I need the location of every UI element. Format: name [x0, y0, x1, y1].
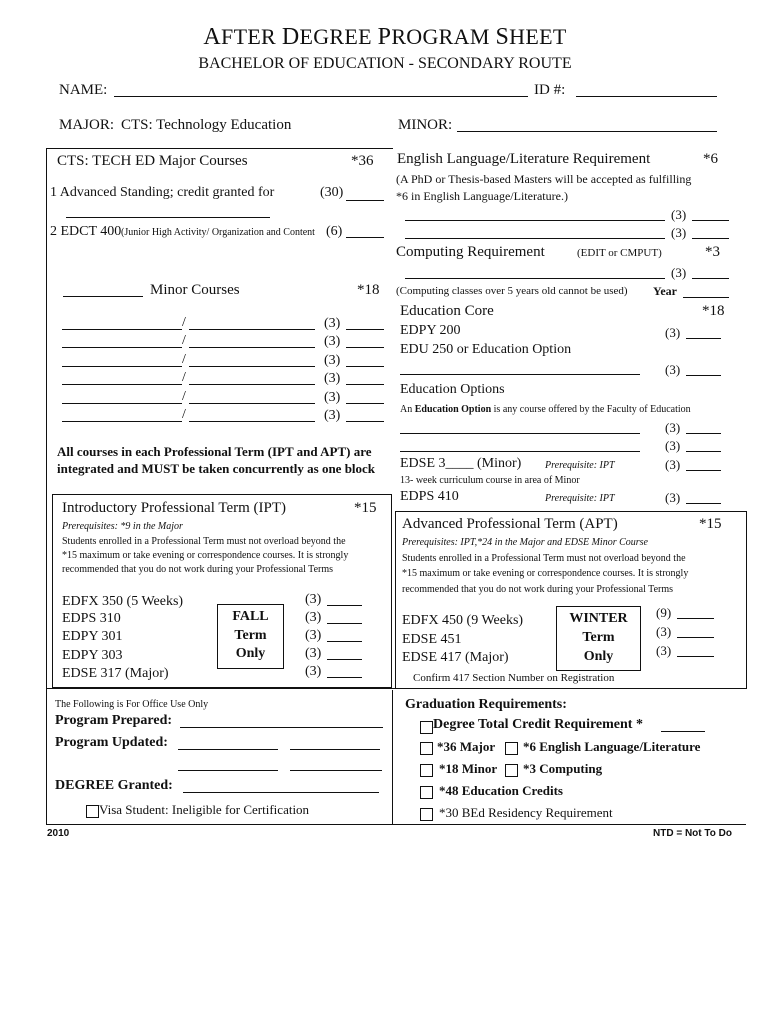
- grad-heading: Graduation Requirements:: [405, 697, 567, 712]
- prof-note-line2: integrated and MUST be taken concurrently as one block: [57, 461, 376, 476]
- minor-row-course[interactable]: [62, 421, 182, 422]
- major-row2-grade[interactable]: [346, 237, 384, 238]
- minor-row-grade[interactable]: [346, 421, 384, 422]
- page-subtitle: BACHELOR OF EDUCATION - SECONDARY ROUTE: [198, 55, 572, 72]
- edse-credits: (3): [665, 457, 681, 472]
- minor-row-course[interactable]: [62, 329, 182, 330]
- computing-year-field[interactable]: [683, 297, 729, 298]
- ipt-note-3: recommended that you do not work during your Professional Terms: [62, 564, 334, 575]
- grad-minor-checkbox[interactable]: [420, 764, 433, 777]
- footer-ntd: NTD = Not To Do: [653, 828, 732, 839]
- options-heading: Education Options: [400, 382, 505, 397]
- apt-course: EDFX 450 (9 Weeks): [402, 613, 524, 628]
- core-course-2: EDU 250 or Education Option: [400, 342, 572, 357]
- minor-row-credits: (3): [324, 408, 341, 423]
- edps-credits: (3): [665, 490, 681, 505]
- grad-major-checkbox[interactable]: [420, 742, 433, 755]
- apt-term-1: WINTER: [569, 611, 628, 626]
- office-updated-field-2[interactable]: [290, 749, 380, 750]
- apt-term-2: Term: [582, 630, 615, 645]
- apt-course-credits: (3): [656, 643, 672, 658]
- office-heading: The Following is For Office Use Only: [55, 699, 209, 710]
- core-grade-1[interactable]: [686, 338, 721, 339]
- option-course-2[interactable]: [400, 451, 640, 452]
- office-prepared-label: Program Prepared:: [55, 713, 173, 728]
- grad-english-label: *6 English Language/Literature: [523, 739, 701, 754]
- major-row1-credits: (30): [320, 185, 344, 200]
- ipt-prereq: Prerequisites: *9 in the Major: [62, 521, 183, 532]
- grad-computing-checkbox[interactable]: [505, 764, 518, 777]
- major-row2-credits: (6): [326, 224, 343, 239]
- ipt-grade[interactable]: [327, 623, 362, 624]
- apt-course: EDSE 417 (Major): [402, 650, 509, 665]
- ipt-grade[interactable]: [327, 677, 362, 678]
- minor-row-grade[interactable]: [346, 347, 384, 348]
- office-left-border: [46, 688, 47, 825]
- apt-note-2: *15 maximum or take evening or correspondence courses. It is strongly: [402, 568, 689, 579]
- grad-residency-checkbox[interactable]: [420, 808, 433, 821]
- option-course-1[interactable]: [400, 433, 640, 434]
- apt-confirm: Confirm 417 Section Number on Registration: [413, 672, 615, 684]
- major-row2-note: (Junior High Activity/ Organization and Content: [121, 227, 315, 238]
- ipt-course: EDPS 310: [62, 611, 121, 626]
- ipt-course-credits: (3): [305, 610, 322, 625]
- minor-row-course[interactable]: [62, 403, 182, 404]
- english-course-2[interactable]: [405, 238, 665, 239]
- ipt-course: EDPY 301: [62, 629, 123, 644]
- minor-row-title[interactable]: [189, 329, 315, 330]
- major-row1-grade[interactable]: [346, 200, 384, 201]
- office-updated-field-1[interactable]: [178, 749, 278, 750]
- visa-checkbox[interactable]: [86, 805, 99, 818]
- edps-course: EDPS 410: [400, 489, 459, 504]
- ipt-grade[interactable]: [327, 659, 362, 660]
- english-row-credits: (3): [671, 207, 687, 222]
- edps-prereq: Prerequisite: IPT: [545, 493, 615, 504]
- minor-row-title[interactable]: [189, 403, 315, 404]
- major-row2-label: 2 EDCT 400: [50, 224, 122, 239]
- grad-education-label: *48 Education Credits: [439, 783, 563, 798]
- computing-footnote: (Computing classes over 5 years old cannot be used): [396, 285, 628, 297]
- prof-note-line1: All courses in each Professional Term (IPT and APT) are: [57, 444, 372, 459]
- minor-row-credits: (3): [324, 316, 341, 331]
- edse-note: 13- week curriculum course in area of Minor: [400, 475, 580, 486]
- minor-row-credits: (3): [324, 353, 341, 368]
- major-credits: *36: [351, 153, 374, 169]
- page-title: AFTER DEGREE PROGRAM SHEET: [203, 24, 567, 50]
- minor-row-credits: (3): [324, 390, 341, 405]
- minor-heading: Minor Courses: [150, 282, 240, 298]
- apt-course-credits: (9): [656, 605, 672, 620]
- computing-heading: Computing Requirement: [396, 244, 545, 260]
- computing-year-label: Year: [653, 284, 677, 298]
- ipt-note-2: *15 maximum or take evening or correspondence courses. It is strongly: [62, 550, 349, 561]
- minor-row-title[interactable]: [189, 347, 315, 348]
- apt-note-1: Students enrolled in a Professional Term must not overload beyond the: [402, 553, 686, 564]
- grad-computing-label: *3 Computing: [523, 761, 603, 776]
- apt-course: EDSE 451: [402, 632, 462, 647]
- computing-course[interactable]: [405, 278, 665, 279]
- grad-total-label: Degree Total Credit Requirement *: [433, 717, 643, 732]
- minor-credits: *18: [357, 282, 380, 298]
- apt-prereq: Prerequisites: IPT,*24 in the Major and EDSE Minor Course: [402, 537, 648, 548]
- ipt-credits: *15: [354, 500, 377, 516]
- option-grade-1[interactable]: [686, 433, 721, 434]
- english-course-1[interactable]: [405, 220, 665, 221]
- core-grade-2[interactable]: [686, 375, 721, 376]
- minor-row-credits: (3): [324, 371, 341, 386]
- minor-row-course[interactable]: [62, 384, 182, 385]
- minor-row-course[interactable]: [62, 366, 182, 367]
- grad-minor-label: *18 Minor: [439, 761, 498, 776]
- minor-row-credits: (3): [324, 334, 341, 349]
- minor-row-grade[interactable]: [346, 366, 384, 367]
- minor-row-grade[interactable]: [346, 403, 384, 404]
- apt-grade[interactable]: [677, 656, 714, 657]
- ipt-heading: Introductory Professional Term (IPT): [62, 500, 287, 516]
- visa-label: Visa Student: Ineligible for Certification: [99, 802, 310, 817]
- major-row1-label: 1 Advanced Standing; credit granted for: [50, 185, 275, 200]
- ipt-course: EDSE 317 (Major): [62, 666, 169, 681]
- ipt-grade[interactable]: [327, 605, 362, 606]
- edps-grade[interactable]: [686, 503, 721, 504]
- minor-row-title[interactable]: [189, 421, 315, 422]
- apt-credits: *15: [699, 516, 722, 532]
- apt-heading: Advanced Professional Term (APT): [402, 516, 618, 532]
- apt-term-3: Only: [583, 649, 614, 664]
- options-note: An Education Option is any course offered by the Faculty of Education: [400, 404, 691, 415]
- ipt-term-2: Term: [234, 628, 267, 643]
- grad-english-checkbox[interactable]: [505, 742, 518, 755]
- name-label: NAME:: [59, 82, 108, 98]
- id-label: ID #:: [534, 82, 566, 98]
- grad-residency-label: *30 BEd Residency Requirement: [439, 805, 613, 820]
- apt-grade[interactable]: [677, 618, 714, 619]
- core-option-field[interactable]: [400, 374, 640, 375]
- ipt-grade[interactable]: [327, 641, 362, 642]
- major-value: CTS: Technology Education: [121, 117, 292, 133]
- ipt-course-credits: (3): [305, 628, 322, 643]
- computing-row-credits: (3): [671, 265, 687, 280]
- id-field[interactable]: [576, 96, 717, 97]
- bottom-border: [46, 824, 746, 825]
- edse-prereq: Prerequisite: IPT: [545, 460, 615, 471]
- major-row1-field[interactable]: [66, 217, 270, 218]
- grad-major-label: *36 Major: [437, 739, 496, 754]
- minor-row-title[interactable]: [189, 366, 315, 367]
- english-grade-2[interactable]: [692, 238, 729, 239]
- apt-grade[interactable]: [677, 637, 714, 638]
- minor-row-grade[interactable]: [346, 384, 384, 385]
- core-credits: *18: [702, 303, 725, 319]
- grad-total-field[interactable]: [661, 731, 705, 732]
- ipt-course-credits: (3): [305, 592, 322, 607]
- grad-education-checkbox[interactable]: [420, 786, 433, 799]
- apt-note-3: recommended that you do not work during your Professional Terms: [402, 584, 674, 595]
- ipt-course-credits: (3): [305, 646, 322, 661]
- major-heading: CTS: TECH ED Major Courses: [57, 153, 248, 169]
- english-heading: English Language/Literature Requirement: [397, 151, 651, 167]
- edse-grade[interactable]: [686, 470, 721, 471]
- minor-field[interactable]: [457, 131, 717, 132]
- ipt-term-3: Only: [235, 646, 266, 661]
- minor-row-course[interactable]: [62, 347, 182, 348]
- ipt-term-1: FALL: [232, 609, 269, 624]
- core-course-2-credits: (3): [665, 362, 681, 377]
- minor-row-title[interactable]: [189, 384, 315, 385]
- office-granted-label: DEGREE Granted:: [55, 778, 173, 793]
- grad-total-checkbox[interactable]: [420, 721, 433, 734]
- office-right-divider: [392, 690, 393, 825]
- english-grade-1[interactable]: [692, 220, 729, 221]
- name-field[interactable]: [114, 96, 528, 97]
- english-note-2: *6 in English Language/Literature.): [396, 189, 568, 203]
- computing-note: (EDIT or CMPUT): [577, 247, 662, 259]
- ipt-course: EDFX 350 (5 Weeks): [62, 594, 184, 609]
- option-row-credits: (3): [665, 438, 681, 453]
- ipt-course-credits: (3): [305, 664, 322, 679]
- edse-course: EDSE 3____ (Minor): [400, 456, 522, 471]
- computing-credits: *3: [705, 244, 720, 260]
- core-course-1-credits: (3): [665, 325, 681, 340]
- office-updated-field-3[interactable]: [178, 770, 278, 771]
- core-course-1: EDPY 200: [400, 323, 461, 338]
- office-updated-field-4[interactable]: [290, 770, 382, 771]
- computing-grade[interactable]: [692, 278, 729, 279]
- minor-label: MINOR:: [398, 117, 453, 133]
- footer-year: 2010: [47, 828, 70, 839]
- minor-row-grade[interactable]: [346, 329, 384, 330]
- ipt-course: EDPY 303: [62, 648, 123, 663]
- office-granted-field[interactable]: [183, 792, 379, 793]
- english-row-credits: (3): [671, 225, 687, 240]
- core-heading: Education Core: [400, 303, 494, 319]
- english-note-1: (A PhD or Thesis-based Masters will be accepted as fulfilling: [396, 172, 692, 186]
- option-row-credits: (3): [665, 420, 681, 435]
- major-label: MAJOR:: [59, 117, 115, 133]
- office-updated-label: Program Updated:: [55, 735, 168, 750]
- ipt-note-1: Students enrolled in a Professional Term must not overload beyond the: [62, 536, 346, 547]
- option-grade-2[interactable]: [686, 451, 721, 452]
- english-credits: *6: [703, 151, 718, 167]
- minor-subject-field[interactable]: [63, 296, 143, 297]
- office-prepared-field[interactable]: [180, 727, 383, 728]
- apt-course-credits: (3): [656, 624, 672, 639]
